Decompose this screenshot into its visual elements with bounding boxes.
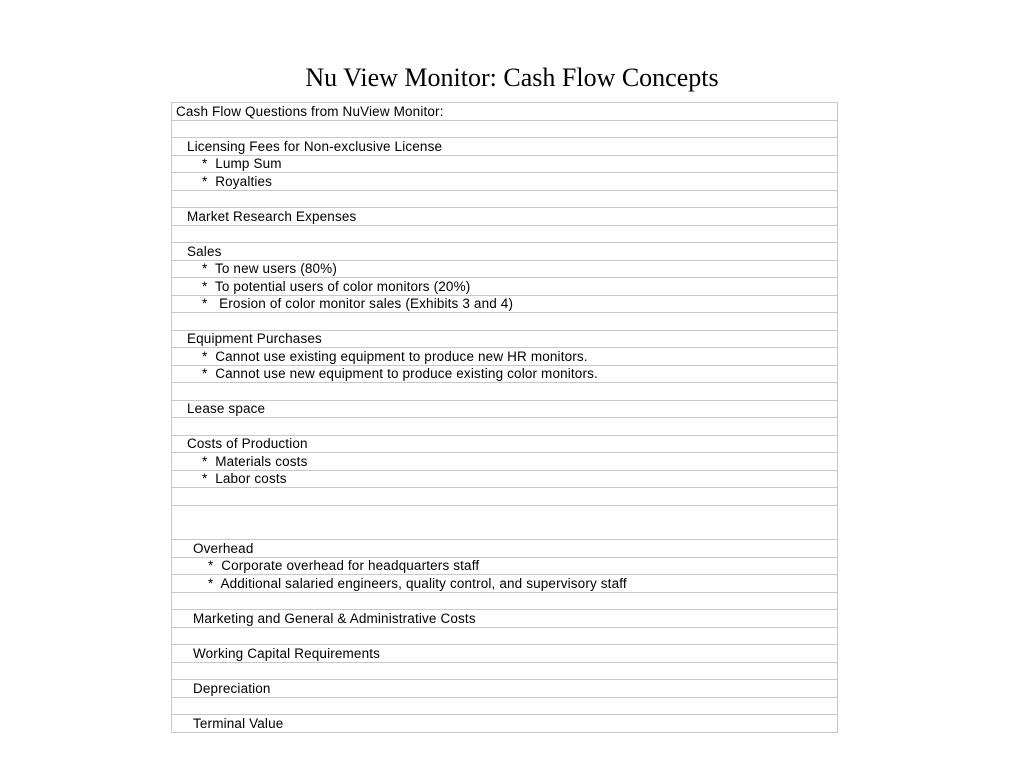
- section-heading: Overhead: [193, 540, 254, 556]
- table-row: [172, 138, 837, 156]
- section-heading: Costs of Production: [187, 436, 308, 451]
- table-row-empty: [172, 383, 837, 401]
- section-heading: Market Research Expenses: [187, 208, 357, 224]
- table-row-empty: [172, 121, 837, 139]
- table-row: [172, 348, 837, 366]
- table-row: [172, 296, 837, 314]
- table-row: [172, 575, 837, 593]
- table-row: [172, 103, 837, 121]
- table-row: [172, 243, 837, 261]
- table-row-empty: [172, 191, 837, 209]
- table-row: [172, 471, 837, 489]
- slide-title: Nu View Monitor: Cash Flow Concepts: [305, 63, 719, 92]
- bullet-item: * Corporate overhead for headquarters staff: [208, 558, 480, 573]
- bullet-item: * Materials costs: [202, 453, 308, 469]
- table-row-empty: [172, 418, 837, 436]
- table-row-empty: [172, 313, 837, 331]
- table-row: [172, 156, 837, 174]
- table-row-empty: [172, 226, 837, 244]
- section-heading: Marketing and General & Administrative Costs: [193, 610, 476, 626]
- section-heading: Lease space: [187, 401, 266, 416]
- table-row: [172, 715, 837, 733]
- table-row: [172, 453, 837, 471]
- table-row: [172, 610, 837, 628]
- section-heading: Equipment Purchases: [187, 331, 322, 346]
- table-row: [172, 401, 837, 419]
- bullet-item: * Labor costs: [202, 471, 287, 486]
- table-row-empty: [172, 663, 837, 681]
- table-header-cell: Cash Flow Questions from NuView Monitor:: [176, 103, 444, 119]
- table-row: [172, 540, 837, 558]
- section-heading: Terminal Value: [193, 715, 284, 731]
- section-heading: Sales: [187, 243, 222, 259]
- section-heading: Working Capital Requirements: [193, 645, 381, 661]
- section-heading: Depreciation: [193, 680, 271, 696]
- table-row: [172, 436, 837, 454]
- table-row: [172, 331, 837, 349]
- bullet-item: * Erosion of color monitor sales (Exhibits 3 and 4): [202, 296, 514, 311]
- cash-flow-table: [171, 102, 838, 733]
- bullet-item: * Additional salaried engineers, quality control, and supervisory staff: [208, 575, 627, 591]
- table-row-empty: [172, 506, 837, 541]
- bullet-item: * Royalties: [202, 173, 273, 189]
- table-row: [172, 558, 837, 576]
- table-row-empty: [172, 593, 837, 611]
- bullet-item: * Cannot use new equipment to produce existing color monitors.: [202, 366, 598, 381]
- section-heading: Licensing Fees for Non-exclusive License: [187, 138, 443, 154]
- table-row: [172, 680, 837, 698]
- table-row-empty: [172, 698, 837, 716]
- bullet-item: * Cannot use existing equipment to produce new HR monitors.: [202, 348, 588, 364]
- table-row-empty: [172, 628, 837, 646]
- bullet-item: * Lump Sum: [202, 156, 282, 171]
- table-row: [172, 208, 837, 226]
- table-row: [172, 261, 837, 279]
- table-row: [172, 366, 837, 384]
- table-row: [172, 173, 837, 191]
- bullet-item: * To potential users of color monitors (20%): [202, 278, 471, 294]
- table-row-empty: [172, 488, 837, 506]
- table-row: [172, 645, 837, 663]
- table-row: [172, 278, 837, 296]
- bullet-item: * To new users (80%): [202, 261, 337, 276]
